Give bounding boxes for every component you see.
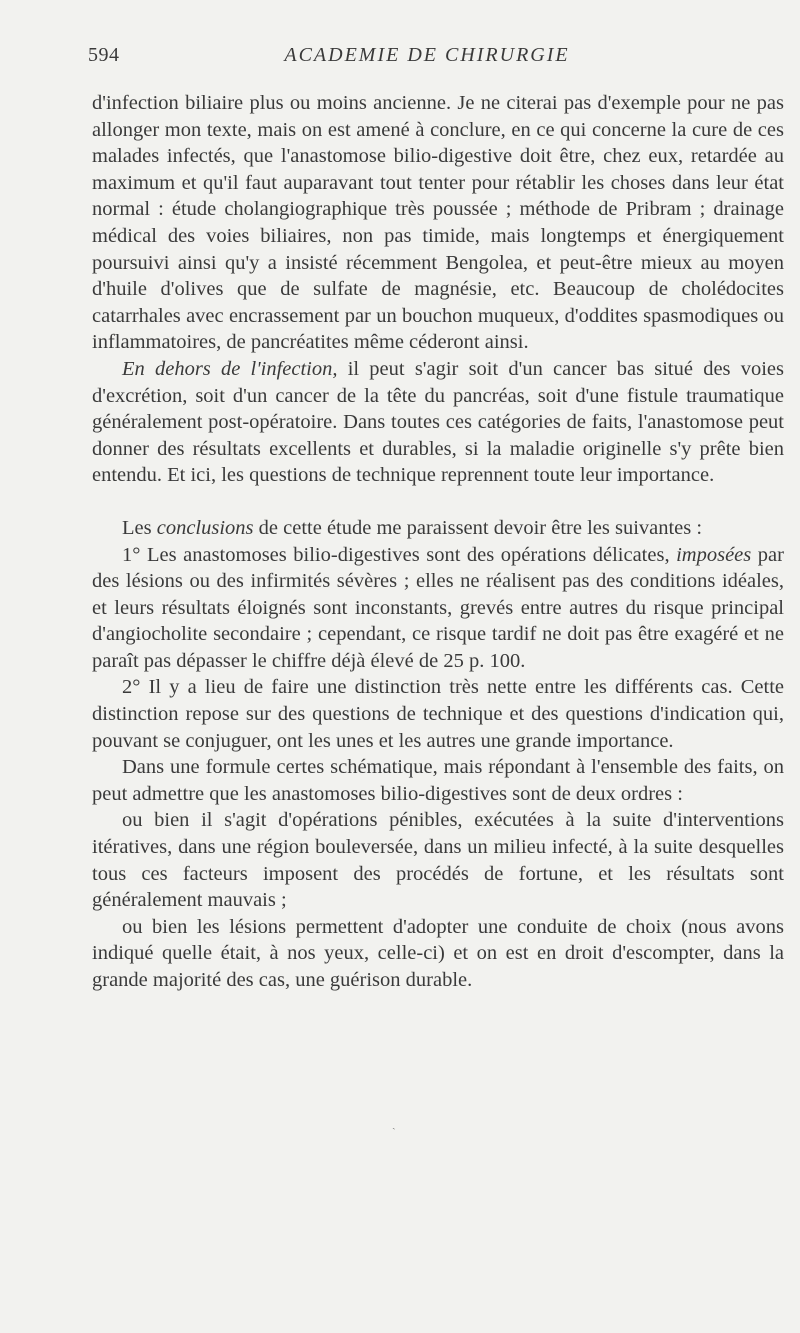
emphasis: conclusions	[156, 516, 254, 539]
paragraph-text: Les	[122, 516, 157, 539]
page-header	[88, 44, 766, 74]
paragraph: ou bien il s'agit d'opérations pénibles, exécutées à la suite d'interventions itératives, dans une région bouleversée, dans un milieu infecté, à la suite desquelles tous ces facteurs imposent des procédés de fortune, et les résultats sont généralement mauvais ;	[92, 809, 784, 912]
paragraph-text: par des lésions ou des infirmités sévères ; elles ne réalisent pas des conditions idéales, et leurs résultats éloignés sont inconstants, grevés entre autres du risque principal d'angiocholite secondaire ; cependant, ce risque tardif ne doit pas être exagéré et ne paraît pas dépasser le chiffre déjà élevé de 25 p. 100.	[92, 543, 784, 672]
conclusion-item: 2° Il y a lieu de faire une distinction très nette entre les différents cas. Cette distinction repose sur des questions de technique et des questions d'indication qui, pouvant se conjuguer, ont les unes et les autres une grande importance.	[92, 676, 784, 752]
emphasis: imposées	[676, 543, 752, 566]
paragraph	[92, 515, 784, 542]
paragraph: d'infection biliaire plus ou moins ancienne. Je ne citerai pas d'exemple pour ne pas allonger mon texte, mais on est amené à conclure, en ce qui concerne la cure de ces malades infectés, que l'anastomose bilio-digestive doit être, chez eux, retardée au maximum et qu'il faut auparavant tout tenter pour rétablir les choses dans leur état normal : étude cholangiographique très poussée ; méthode de Pribram ; drainage médical des voies biliaires, non pas timide, mais longtemps et énergiquement poursuivi ainsi qu'y a insisté récemment Bengolea, et peut-être mieux au moyen d'huile d'olives que de sulfate de magnésie, etc. Beaucoup de cholédocites catarrhales avec encrassement par un bouchon muqueux, d'oddites spasmodiques ou inflammatoires, de pancréatites même céderont ainsi.	[92, 92, 784, 354]
conclusion-item	[92, 542, 784, 675]
emphasis: En dehors de l'infection,	[122, 357, 338, 380]
paragraph: Dans une formule certes schématique, mais répondant à l'ensemble des faits, on peut admettre que les anastomoses bilio-digestives sont de deux ordres :	[92, 756, 784, 805]
running-title: ACADEMIE DE CHIRURGIE	[284, 44, 570, 66]
paragraph: ou bien les lésions permettent d'adopter une conduite de choix (nous avons indiqué quelle était, à nos yeux, celle-ci) et on est en droit d'escompter, dans la grande majorité des cas, une guérison durable.	[92, 915, 784, 991]
paragraph-text: il peut s'agir soit d'un cancer bas situé des voies d'excrétion, soit d'un cancer de la tête du pancréas, soit d'une fistule traumatique généralement post-opératoire. Dans toutes ces catégories de faits, l'anastomose peut donner des résultats excellents et durables, si la maladie originelle s'y prête bien entendu. Et ici, les questions de technique reprennent toute leur importance.	[92, 357, 784, 487]
paragraph-text: 1° Les anastomoses bilio-digestives sont des opérations délicates,	[122, 543, 677, 566]
body-text	[92, 90, 784, 994]
ink-speck: ˏ	[392, 1118, 396, 1130]
paragraph-text: de cette étude me paraissent devoir être les suivantes :	[253, 516, 703, 539]
paragraph	[92, 356, 784, 489]
page-number: 594	[88, 44, 120, 66]
